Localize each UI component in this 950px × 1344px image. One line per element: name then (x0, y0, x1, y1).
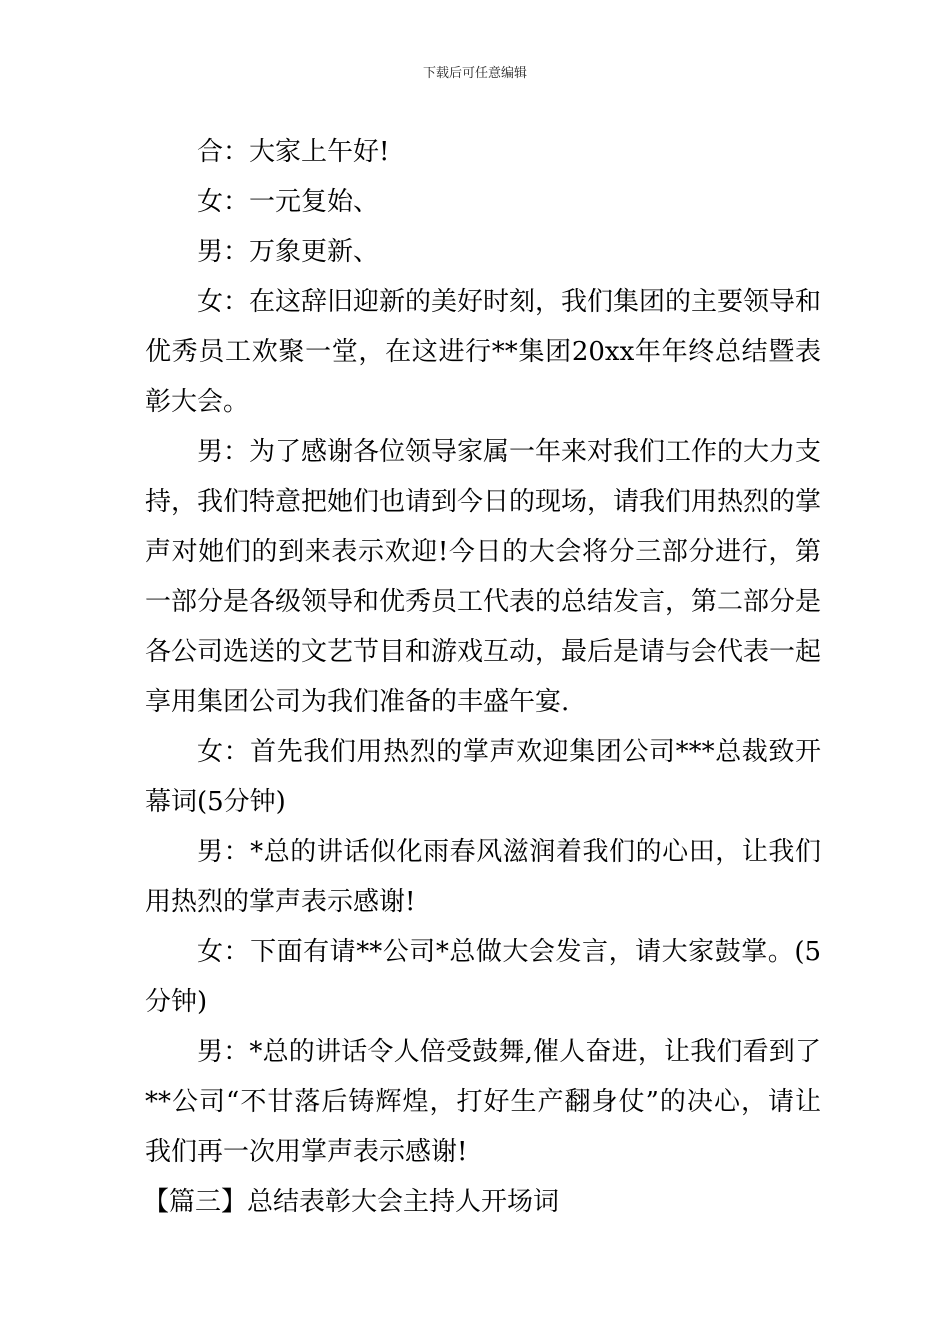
paragraph-female-intro: 女：在这辞旧迎新的美好时刻，我们集团的主要领导和优秀员工欢聚一堂，在这进行**集团20xx年年终总结暨表彰大会。 (145, 287, 822, 417)
section-heading: 【篇三】总结表彰大会主持人开场词 (143, 1187, 560, 1217)
page-header: 下载后可任意编辑 (422, 66, 527, 81)
document-body (145, 127, 821, 1227)
paragraph-female-speaker: 女：下面有请**公司*总做大会发言，请大家鼓掌。(5分钟) (145, 937, 821, 1017)
paragraph-male-thanks: 男：*总的讲话似化雨春风滋润着我们的心田，让我们用热烈的掌声表示感谢! (145, 837, 821, 917)
paragraph-female-opening: 女：一元复始、 (197, 187, 380, 217)
paragraph-female-president: 女：首先我们用热烈的掌声欢迎集团公司***总裁致开幕词(5分钟) (145, 737, 821, 817)
paragraph-male-closing: 男：*总的讲话令人倍受鼓舞,催人奋进，让我们看到了**公司“不甘落后铸辉煌，打好生产翻身仗”的决心，请让我们再一次用掌声表示感谢! (145, 1037, 821, 1167)
paragraph-greeting: 合：大家上午好! (197, 137, 390, 167)
paragraph-male-agenda: 男：为了感谢各位领导家属一年来对我们工作的大力支持，我们特意把她们也请到今日的现场，请我们用热烈的掌声对她们的到来表示欢迎!今日的大会将分三部分进行，第一部分是各级领导和优秀员工代表的总结发言，第二部分是各公司选送的文艺节目和游戏互动，最后是请与会代表一起享用集团公司为我们准备的丰盛午宴. (145, 437, 822, 717)
paragraph-male-opening: 男：万象更新、 (197, 237, 380, 267)
